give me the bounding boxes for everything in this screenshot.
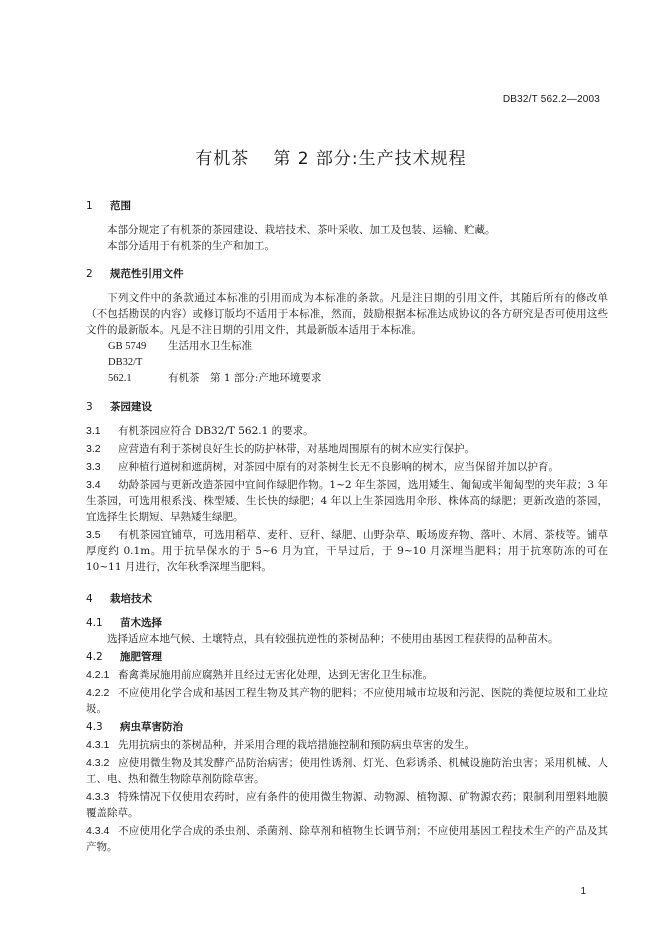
clause-text: 畜禽粪尿施用前应腐熟并且经过无害化处理，达到无害化卫生标准。 [118,669,433,681]
clause-item [86,667,608,683]
document-body [86,192,608,855]
section-heading-cultivation [86,591,608,607]
document-title [0,144,662,169]
page-number: 1 [580,886,586,897]
references-paragraph: 下列文件中的条款通过本标准的引用而成为本标准的条款。凡是注日期的引用文件，其随后所有的修改单（不包括勘误的内容）或修订版均不适用于本标准，然而，鼓励根据本标准达成协议的各方研究是否可使用这些文件的最新版本。凡是不注日期的引用文件，其最新版本适用于本标准。 [86,292,608,336]
reference-entry [108,355,608,387]
title-main: 有机茶 [195,149,250,169]
clause-number: 3.3 [86,461,101,473]
clause-item [86,423,608,439]
clause-item [86,441,608,457]
reference-code: DB32/T 562.1 [108,357,143,384]
standard-code: DB32/T 562.2—2003 [502,94,600,105]
clause-text: 有机茶园宜铺草，可选用稻草、麦秆、豆秆、绿肥、山野杂草、畈场废弃物、落叶、木屑、茶枝等。铺草厚度约 0.1m。用于抗旱保水的于 5~6 月为宜，干旱过后，于 9~10 月深埋当肥料；用于抗寒防冻的可在 10~11 月进行，次年秋季深埋当肥料。 [86,529,608,573]
clause-text: 不应使用化学合成的杀虫剂、杀菌剂、除草剂和植物生长调节剂；不应使用基因工程技术生产的产品及其产物。 [86,825,608,853]
reference-name: 生活用水卫生标准 [168,340,252,352]
subsection-title: 施肥管理 [120,651,162,663]
title-part: 第 2 部分:生产技术规程 [273,149,467,169]
clause-number: 3.5 [86,529,101,541]
reference-entry [108,338,608,355]
clause-text: 应营造有利于茶树良好生长的防护林带，对基地周围原有的树木应实行保护。 [118,443,475,455]
subsection-title: 苗木选择 [120,617,162,629]
scope-paragraph-2: 本部分适用于有机茶的生产和加工。 [107,240,275,252]
clause-item [86,685,608,717]
section-heading-garden-construction [86,399,608,415]
section-title: 茶园建设 [110,401,152,413]
subsection-heading-pest-control [86,719,608,735]
clause-number: 4.2.2 [86,687,110,699]
section-title: 栽培技术 [110,593,152,605]
section-number: 2 [86,268,93,280]
scope-paragraph-1: 本部分规定了有机茶的茶园建设、栽培技术、茶叶采收、加工及包装、运输、贮藏。 [107,224,496,236]
clause-text: 特殊情况下仅使用农药时，应有条件的使用微生物源、动物源、植物源、矿物源农药；限制利用塑料地膜覆盖除草。 [86,791,608,819]
seedling-paragraph: 选择适应本地气候、土壤特点，具有较强抗逆性的茶树品种；不使用由基因工程获得的品种苗木。 [107,633,559,645]
clause-number: 4.3.4 [86,825,110,837]
section-heading-references [86,266,608,282]
clause-item [86,737,608,753]
clause-text: 幼龄茶园与更新改造茶园中宜间作绿肥作物。1~2 年生茶园，选用矮生、匍匐或半匍匐型的夹年菽；3 年生茶园，可选用根系浅、株型矮、生长快的绿肥；4 年以上生茶园选用伞形、株体高的绿肥；更新改造的茶园，宜选择生长期短、早熟矮生绿肥。 [86,479,608,523]
subsection-title: 病虫草害防治 [120,721,183,733]
section-number: 3 [86,401,93,413]
section-heading-scope [86,198,608,214]
clause-item [86,823,608,855]
clause-text: 不应使用化学合成和基因工程生物及其产物的肥料；不应使用城市垃圾和污泥、医院的粪便垃圾和工业垃圾。 [86,687,608,715]
clause-number: 3.2 [86,443,101,455]
reference-code: GB 5749 [108,341,147,352]
clause-item [86,477,608,525]
clause-number: 4.3.1 [86,739,110,751]
subsection-heading-fertilization [86,649,608,665]
clause-text: 先用抗病虫的茶树品种，并采用合理的栽培措施控制和预防病虫草害的发生。 [118,739,475,751]
subsection-number: 4.1 [86,617,103,629]
section-number: 1 [86,200,93,212]
clause-text: 有机茶园应符合 DB32/T 562.1 的要求。 [118,425,314,437]
clause-item [86,789,608,821]
clause-item [86,459,608,475]
clause-text: 应使用微生物及其发酵产品防治病害；使用性诱剂、灯光、色彩诱杀、机械设施防治虫害；采用机械、人工、电、热和微生物除草剂防除草害。 [86,757,608,785]
section-title: 范围 [110,200,131,212]
section-title: 规范性引用文件 [110,268,184,280]
reference-name: 有机茶 第 1 部分:产地环境要求 [168,372,322,384]
clause-text: 应种植行道树和遮荫树，对茶园中原有的对茶树生长无不良影响的树木，应当保留并加以护育。 [118,461,559,473]
clause-number: 4.2.1 [86,669,110,681]
clause-number: 4.3.2 [86,757,110,769]
subsection-number: 4.2 [86,651,103,663]
section-number: 4 [86,593,93,605]
clause-number: 4.3.3 [86,791,110,803]
clause-number: 3.4 [86,479,101,491]
clause-item [86,755,608,787]
subsection-heading-seedling [86,615,608,631]
subsection-number: 4.3 [86,721,103,733]
clause-item [86,527,608,575]
clause-number: 3.1 [86,425,101,437]
